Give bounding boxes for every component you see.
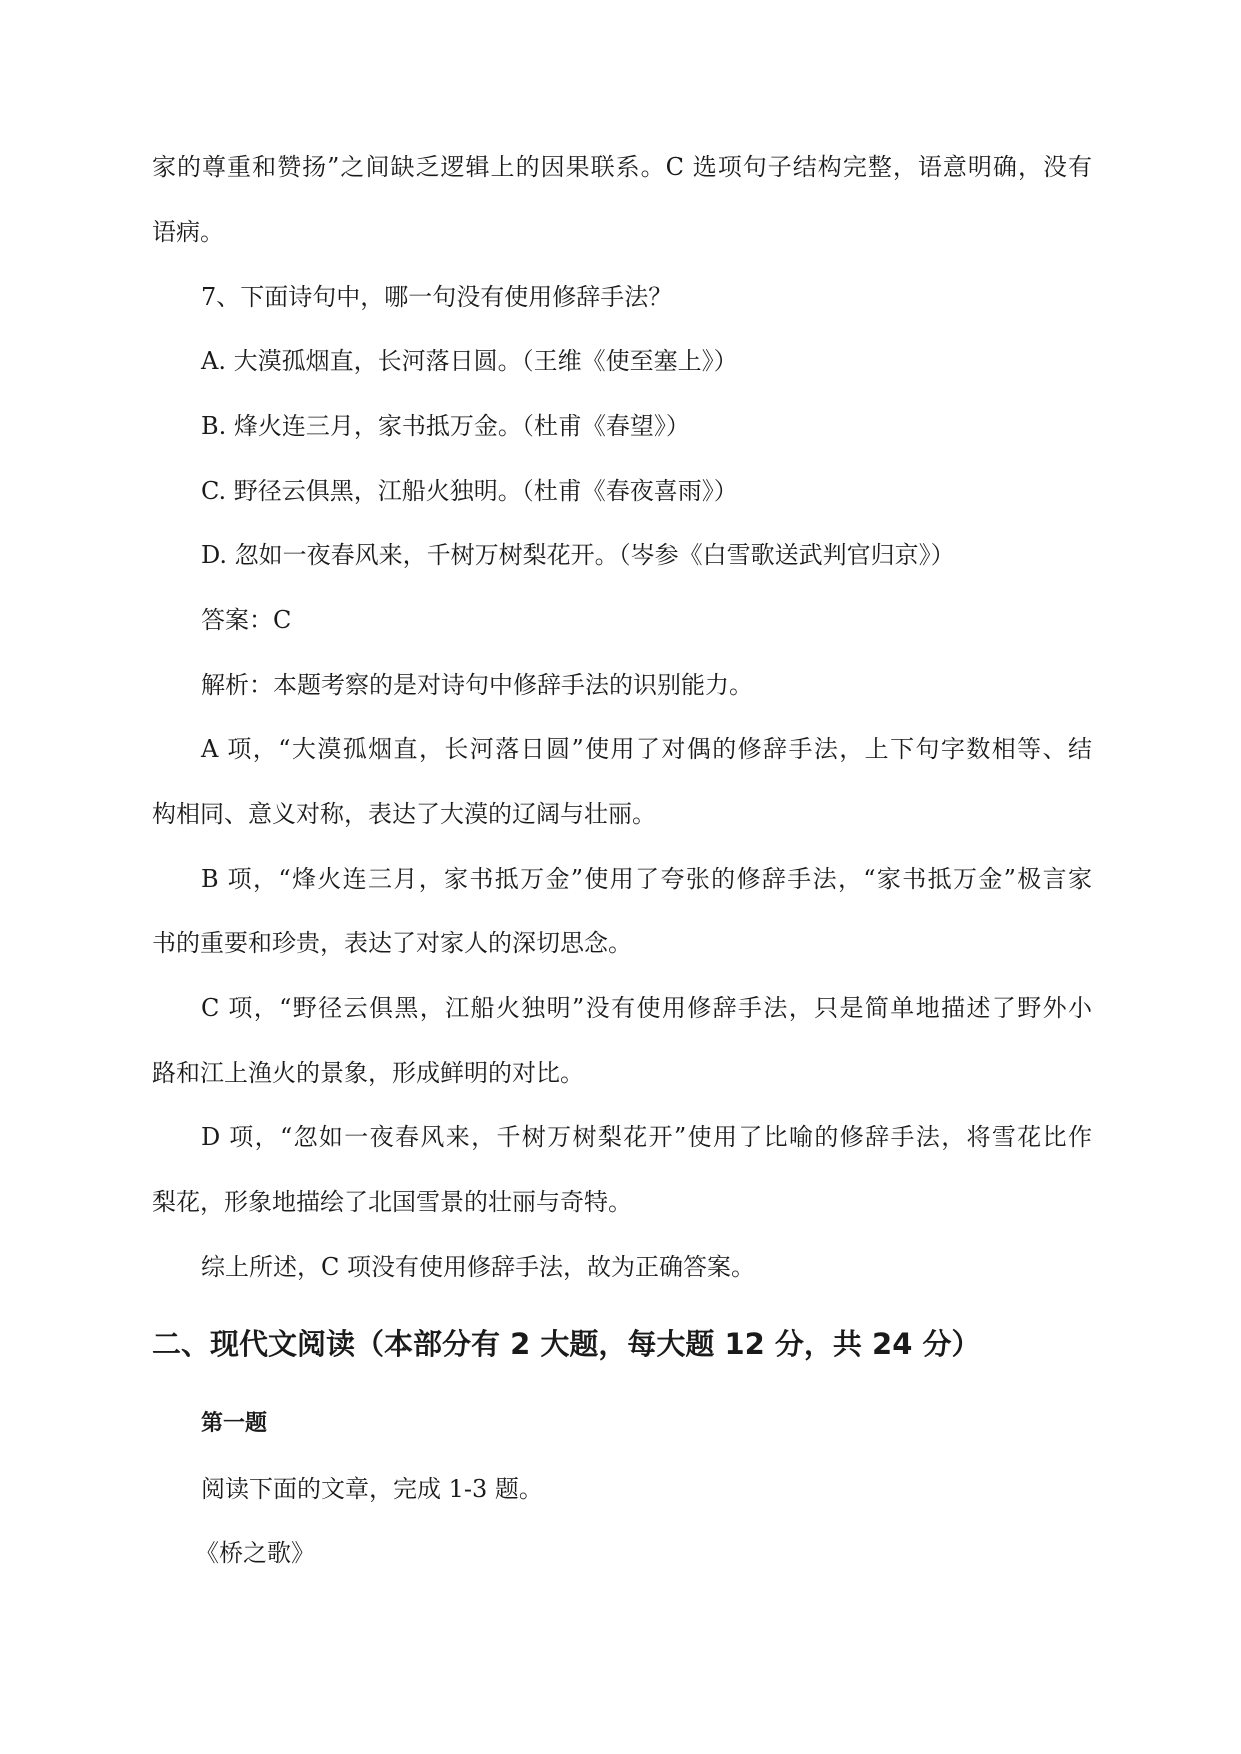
paragraph-continuation-line: 家的尊重和赞扬”之间缺乏逻辑上的因果联系。C 选项句子结构完整，语意明确，没有 [152,153,1092,181]
analysis-b-line: 书的重要和珍贵，表达了对家人的深切思念。 [152,929,632,957]
analysis-c-line: C 项，“野径云俱黑，江船火独明”没有使用修辞手法，只是简单地描述了野外小 [201,994,1092,1022]
analysis-line: 解析：本题考察的是对诗句中修辞手法的识别能力。 [201,671,753,699]
answer-line: 答案：C [201,606,292,634]
analysis-b-line: B 项，“烽火连三月，家书抵万金”使用了夸张的修辞手法，“家书抵万金”极言家 [201,865,1092,893]
analysis-d-line: D 项，“忽如一夜春风来，千树万树梨花开”使用了比喻的修辞手法，将雪花比作 [201,1123,1092,1151]
option-c: C. 野径云俱黑，江船火独明。（杜甫《春夜喜雨》） [201,477,738,505]
section-heading: 二、现代文阅读（本部分有 2 大题，每大题 12 分，共 24 分） [152,1327,981,1361]
paragraph-continuation-line: 语病。 [152,218,224,246]
question-stem: 7、下面诗句中，哪一句没有使用修辞手法？ [201,283,673,311]
sub-heading: 第一题 [201,1411,268,1436]
option-a: A. 大漠孤烟直，长河落日圆。（王维《使至塞上》） [201,347,738,375]
summary-line: 综上所述，C 项没有使用修辞手法，故为正确答案。 [201,1253,755,1281]
analysis-a-line: A 项，“大漠孤烟直，长河落日圆”使用了对偶的修辞手法，上下句字数相等、结 [201,735,1092,763]
option-b: B. 烽火连三月，家书抵万金。（杜甫《春望》） [201,412,690,440]
option-d: D. 忽如一夜春风来，千树万树梨花开。（岑参《白雪歌送武判官归京》） [201,541,955,569]
analysis-d-line: 梨花，形象地描绘了北国雪景的壮丽与奇特。 [152,1188,632,1216]
analysis-a-line: 构相同、意义对称，表达了大漠的辽阔与壮丽。 [152,800,656,828]
article-title: 《桥之歌》 [195,1539,315,1567]
instruction-line: 阅读下面的文章，完成 1-3 题。 [201,1475,543,1503]
analysis-c-line: 路和江上渔火的景象，形成鲜明的对比。 [152,1059,584,1087]
